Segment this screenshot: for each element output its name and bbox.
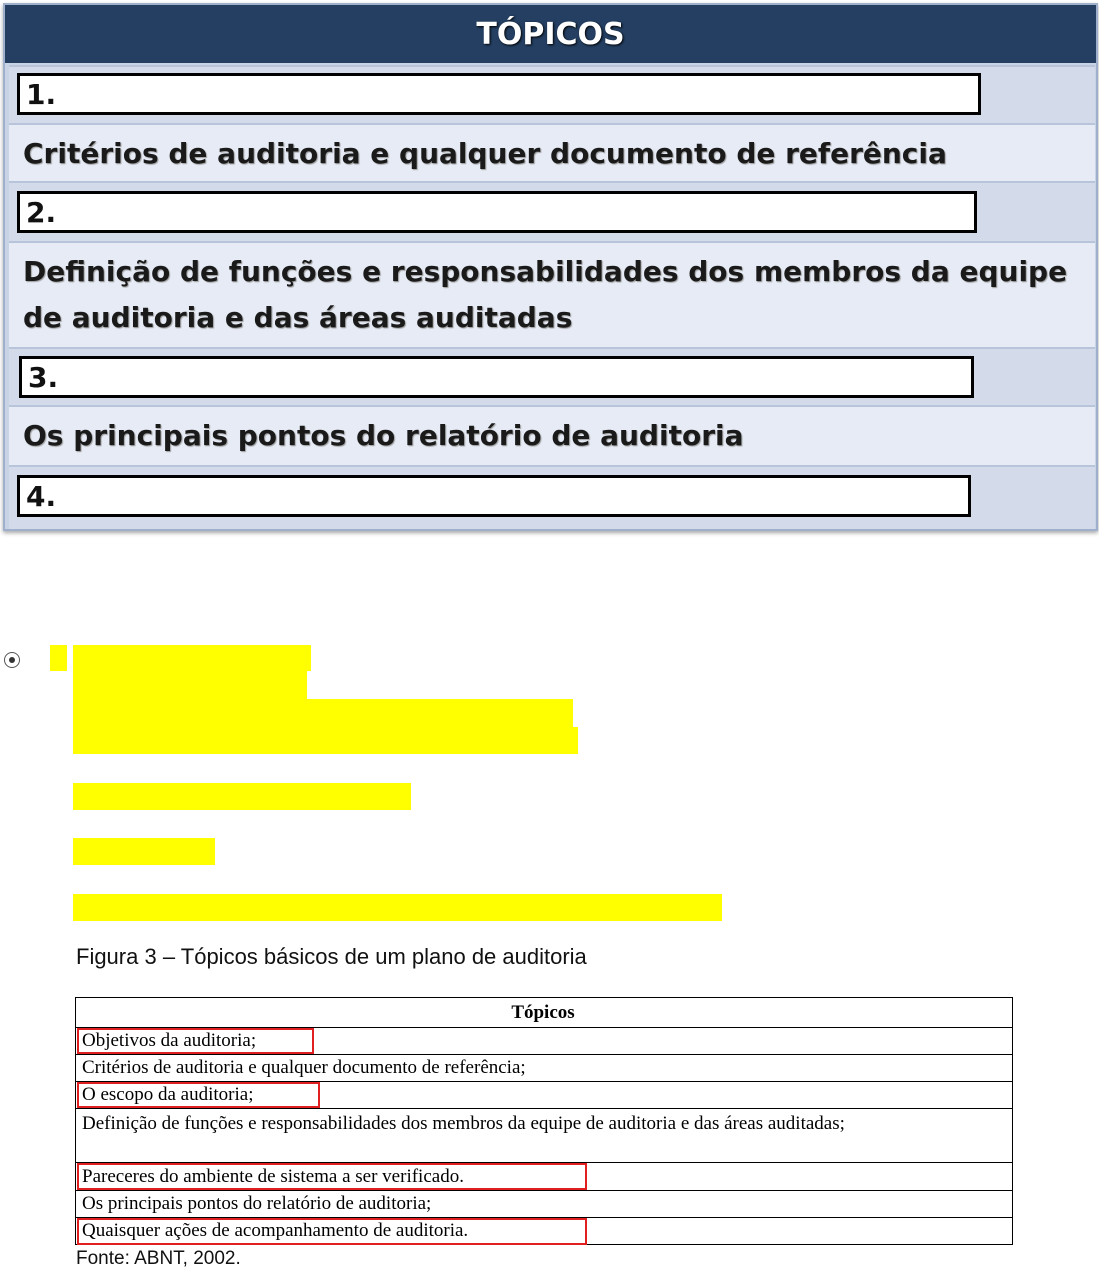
blank-label-4: 4. xyxy=(26,480,57,513)
figure-row-text-6: Os principais pontos do relatório de auditoria; xyxy=(82,1193,432,1214)
figure-row-text-5: Pareceres do ambiente de sistema a ser verificado. xyxy=(82,1166,464,1187)
topic-row-2 xyxy=(9,123,1095,183)
blank-answer-box-2[interactable] xyxy=(17,191,977,233)
highlighted-line-5 xyxy=(73,783,411,810)
figure-row-2 xyxy=(76,1055,1012,1082)
blank-answer-box-3[interactable] xyxy=(19,356,974,398)
topic-row-3 xyxy=(9,181,1095,243)
answer-outline-3 xyxy=(77,1163,587,1190)
highlighted-line-1 xyxy=(73,645,311,671)
figure-row-text-2: Critérios de auditoria e qualquer documento de referência; xyxy=(82,1057,526,1078)
highlighted-line-6 xyxy=(73,838,215,865)
highlighted-line-2 xyxy=(73,671,307,699)
figure-row-text-7: Quaisquer ações de acompanhamento de auditoria. xyxy=(82,1220,469,1241)
figure-row-6 xyxy=(76,1191,1012,1218)
highlighted-line-4 xyxy=(73,727,578,754)
figure-caption: Figura 3 – Tópicos básicos de um plano de auditoria xyxy=(76,944,587,969)
blank-answer-box-1[interactable] xyxy=(17,73,981,115)
topic-row-5 xyxy=(9,347,1095,407)
highlighted-line-7 xyxy=(73,894,722,921)
topic-row-7 xyxy=(9,465,1095,529)
answer-outline-2 xyxy=(77,1082,320,1108)
topic-text-6: Os principais pontos do relatório de auditoria xyxy=(23,419,744,452)
figure-row-text-4: Definição de funções e responsabilidades dos membros da equipe de auditoria e das áreas auditadas; xyxy=(82,1113,845,1134)
figure-row-text-3: O escopo da auditoria; xyxy=(82,1084,254,1105)
topic-row-4 xyxy=(9,241,1095,349)
topic-text-2: Critérios de auditoria e qualquer documento de referência xyxy=(23,137,947,170)
selected-radio-button[interactable] xyxy=(4,652,20,668)
topic-text-4: Definição de funções e responsabilidades dos membros da equipe de auditoria e das áreas auditadas xyxy=(23,255,1068,334)
figure-row-4 xyxy=(76,1109,1012,1163)
figure-table-header xyxy=(76,998,1012,1028)
answer-outline-1 xyxy=(77,1028,314,1054)
figure-row-text-1: Objetivos da auditoria; xyxy=(82,1030,257,1051)
blank-label-2: 2. xyxy=(26,196,57,229)
highlighted-line-3 xyxy=(73,699,573,727)
topics-table xyxy=(3,3,1098,531)
blank-answer-box-4[interactable] xyxy=(17,475,971,517)
topic-row-6 xyxy=(9,405,1095,467)
answer-outline-4 xyxy=(77,1218,587,1245)
blank-label-1: 1. xyxy=(26,78,57,111)
figure-source: Fonte: ABNT, 2002. xyxy=(76,1248,241,1269)
blank-label-3: 3. xyxy=(28,361,59,394)
topics-table-header: TÓPICOS xyxy=(5,5,1096,63)
highlight-marker xyxy=(50,645,67,671)
topic-row-1 xyxy=(9,65,1095,125)
figure-header-text: Tópicos xyxy=(511,1002,575,1023)
